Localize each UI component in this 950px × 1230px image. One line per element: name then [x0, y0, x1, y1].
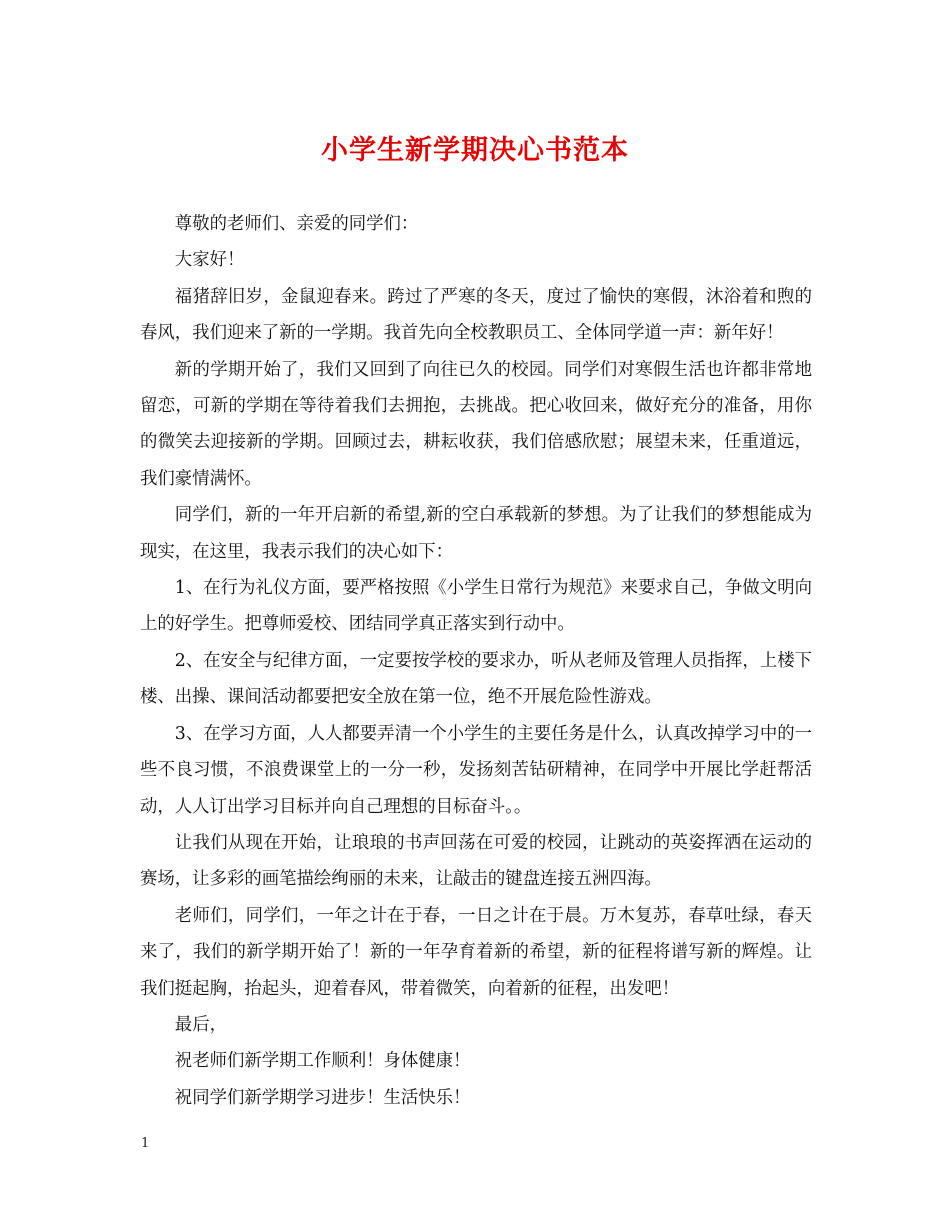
paragraph-resolution-2: 2、在安全与纪律方面，一定要按学校的要求办，听从老师及管理人员指挥，上楼下楼、出操、课间活动都要把安全放在第一位，绝不开展危险性游戏。	[140, 650, 812, 708]
document-body	[140, 206, 812, 1116]
paragraph-finally: 最后，	[174, 1014, 227, 1035]
page-number: 1	[141, 1136, 150, 1151]
paragraph-resolution-3: 3、在学习方面，人人都要弄清一个小学生的主要任务是什么，认真改掉学习中的一些不良习惯，不浪费课堂上的一分一秒，发扬刻苦钻研精神，在同学中开展比学赶帮活动，人人订出学习目标并向自己理想的目标奋斗。。	[140, 723, 812, 817]
document-title: 小学生新学期决心书范本	[321, 135, 629, 166]
paragraph-greeting: 大家好！	[174, 250, 245, 271]
paragraph-start-now: 让我们从现在开始，让琅琅的书声回荡在可爱的校园，让跳动的英姿挥洒在运动的赛场，让多彩的画笔描绘绚丽的未来，让敲击的键盘连接五洲四海。	[140, 832, 812, 890]
paragraph-new-year: 福猪辞旧岁，金鼠迎春来。跨过了严寒的冬天，度过了愉快的寒假，沐浴着和煦的春风，我们迎来了新的一学期。我首先向全校教职员工、全体同学道一声：新年好！	[140, 286, 812, 344]
paragraph-new-semester: 新的学期开始了，我们又回到了向往已久的校园。同学们对寒假生活也许都非常地留恋，可新的学期在等待着我们去拥抱，去挑战。把心收回来，做好充分的准备，用你的微笑去迎接新的学期。回顾过去，耕耘收获，我们倍感欣慰；展望未来，任重道远，我们豪情满怀。	[140, 359, 812, 489]
paragraph-spring: 老师们，同学们，一年之计在于春，一日之计在于晨。万木复苏，春草吐绿，春天来了，我们的新学期开始了！新的一年孕育着新的希望，新的征程将谱写新的辉煌。让我们挺起胸，抬起头，迎着春风，带着微笑，向着新的征程，出发吧！	[140, 905, 812, 999]
paragraph-wish-students: 祝同学们新学期学习进步！生活快乐！	[174, 1087, 471, 1108]
paragraph-resolution-intro: 同学们，新的一年开启新的希望,新的空白承载新的梦想。为了让我们的梦想能成为现实，在这里，我表示我们的决心如下：	[140, 505, 812, 562]
paragraph-resolution-1: 1、在行为礼仪方面，要严格按照《小学生日常行为规范》来要求自己，争做文明向上的好学生。把尊师爱校、团结同学真正落实到行动中。	[140, 578, 812, 635]
paragraph-wish-teachers: 祝老师们新学期工作顺利！身体健康！	[174, 1051, 471, 1072]
paragraph-salutation: 尊敬的老师们、亲爱的同学们：	[174, 214, 419, 234]
